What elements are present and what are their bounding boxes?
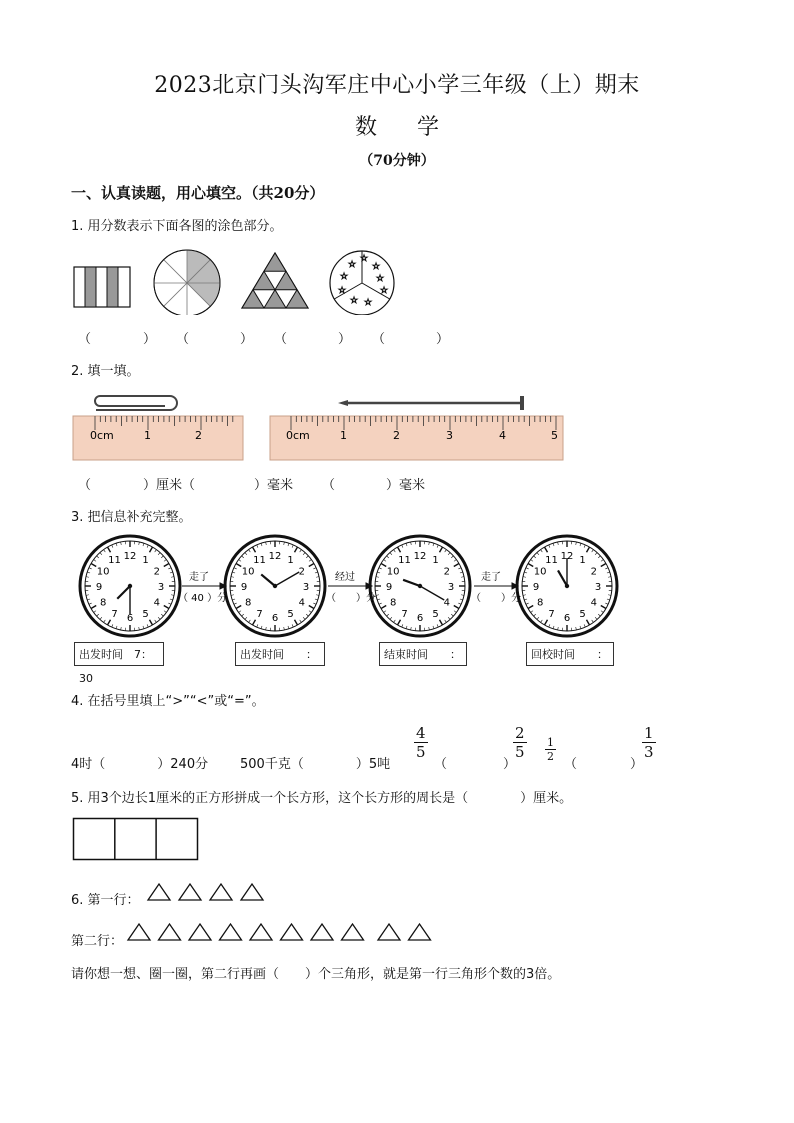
triangle-icon xyxy=(189,924,211,940)
q4-paren-3-close: ） xyxy=(503,757,517,772)
q5-text: 5. 用3个边长1厘米的正方形拼成一个长方形，这个长方形的周长是（ ）厘米。 xyxy=(71,791,573,806)
duration: （70分钟） xyxy=(359,153,435,169)
clock-numeral: 5 xyxy=(287,608,294,620)
subject-title xyxy=(0,110,794,141)
svg-text:☆: ☆ xyxy=(375,274,385,284)
arrow1-label: 走了 xyxy=(189,572,209,583)
sector-circle-figure xyxy=(154,250,220,315)
q2-ans-1: （ xyxy=(78,478,92,493)
triangle-icon xyxy=(409,924,431,940)
clock-numeral: 9 xyxy=(95,582,103,593)
time-box-2: 出发时间 ： xyxy=(235,642,325,666)
clock-icon xyxy=(370,536,470,636)
clock-numeral: 7 xyxy=(548,608,555,620)
clock-numeral: 2 xyxy=(298,566,306,578)
q1-figures xyxy=(70,245,410,315)
page-title: 2023北京门头沟军庄中心小学三年级（上）期末 xyxy=(154,73,640,98)
fraction-2-5: $\frac{2}{5}$ xyxy=(515,724,525,761)
arrow-2 xyxy=(328,583,372,589)
time-box-1: 出发时间 7：30 xyxy=(74,642,164,666)
ruler2-label-5: 5 xyxy=(551,429,558,442)
clock-numeral: 2 xyxy=(590,566,598,578)
star-circle-figure xyxy=(330,251,394,315)
clock-numeral: 6 xyxy=(271,613,279,624)
q6-row1-triangles xyxy=(146,880,276,904)
q2-rulers xyxy=(70,388,570,463)
svg-text:☆: ☆ xyxy=(347,260,357,270)
svg-text:☆: ☆ xyxy=(379,286,389,296)
q2-ans-2: ）厘米（ xyxy=(143,478,196,493)
q1-blank-2-open: （ xyxy=(176,332,190,347)
clock-numeral: 11 xyxy=(253,555,266,567)
q2-ans-3: ）毫米 xyxy=(254,478,294,493)
ruler2-label-0: 0cm xyxy=(286,429,310,442)
clock-numeral: 8 xyxy=(389,597,397,609)
clock-numeral: 11 xyxy=(545,555,558,567)
time-box-3: 结束时间 ： xyxy=(379,642,467,666)
subject-char-2: 学 xyxy=(417,115,440,140)
arrow-3 xyxy=(474,583,518,589)
svg-text:☆: ☆ xyxy=(371,262,381,272)
clock-icon xyxy=(225,536,325,636)
strip-rectangle-figure xyxy=(74,267,130,307)
paperclip-icon xyxy=(95,396,177,410)
triangle-icon xyxy=(220,924,242,940)
clock-numeral: 8 xyxy=(99,597,107,609)
fraction-4-5: $\frac{4}{5}$ xyxy=(416,724,426,761)
triangle-figure xyxy=(242,253,308,308)
clock-numeral: 2 xyxy=(443,566,451,578)
clock-numeral: 9 xyxy=(240,582,248,593)
q1-text: 1. 用分数表示下面各图的涂色部分。 xyxy=(71,219,283,234)
clock-numeral: 7 xyxy=(111,608,118,620)
clock-icon xyxy=(517,536,617,636)
clock-numeral: 5 xyxy=(432,608,439,620)
clock-numeral: 8 xyxy=(536,597,544,609)
q3-clocks xyxy=(70,533,630,643)
arrow1-value: （ 40 ）分 xyxy=(178,593,228,604)
clock-numeral: 11 xyxy=(108,555,121,567)
triangle-icon xyxy=(311,924,333,940)
ruler2-label-3: 3 xyxy=(446,429,453,442)
clock-numeral: 3 xyxy=(157,582,165,593)
clock-numeral: 10 xyxy=(386,566,400,578)
clock-numeral: 6 xyxy=(126,613,134,624)
clock-numeral: 9 xyxy=(385,582,393,593)
q3-text: 3. 把信息补充完整。 xyxy=(71,510,192,525)
ruler1-label-2: 2 xyxy=(195,429,202,442)
q1-blank-1-close: ） xyxy=(143,332,157,347)
svg-text:☆: ☆ xyxy=(337,286,347,296)
clock-numeral: 5 xyxy=(579,608,586,620)
clock-numeral: 5 xyxy=(142,608,149,620)
clock-numeral: 9 xyxy=(532,582,540,593)
q4-paren-4-close: ） xyxy=(630,757,644,772)
clock-numeral: 10 xyxy=(533,566,547,578)
clock-numeral: 10 xyxy=(96,566,110,578)
svg-text:☆: ☆ xyxy=(359,254,369,264)
clock-numeral: 12 xyxy=(413,551,427,562)
q1-blank-3-close: ） xyxy=(338,332,352,347)
subject-char-1: 数 xyxy=(354,115,377,140)
three-squares-figure xyxy=(72,817,202,863)
clock-numeral: 4 xyxy=(443,597,451,609)
triangle-icon xyxy=(241,884,263,900)
triangle-icon xyxy=(378,924,400,940)
triangle-icon xyxy=(159,924,181,940)
q2-ans-4: （ xyxy=(322,478,336,493)
q6-line1-label: 6. 第一行： xyxy=(71,893,140,908)
q4-item-1: 4时（ ）240分 xyxy=(71,757,209,772)
clock-numeral: 12 xyxy=(268,551,282,562)
clock-numeral: 7 xyxy=(401,608,408,620)
fraction-1-3: $\frac{1}{3}$ xyxy=(644,724,654,761)
q4-item-2: 500千克（ ）5吨 xyxy=(240,757,391,772)
triangle-icon xyxy=(179,884,201,900)
arrow-1 xyxy=(182,583,226,589)
q6-line2-label: 第二行： xyxy=(71,934,124,949)
triangle-icon xyxy=(342,924,364,940)
clock-numeral: 11 xyxy=(398,555,411,567)
ruler1-label-1: 1 xyxy=(144,429,151,442)
clock-numeral: 4 xyxy=(298,597,306,609)
svg-text:☆: ☆ xyxy=(363,298,373,308)
clock-numeral: 6 xyxy=(416,613,424,624)
q2-ans-5: ）毫米 xyxy=(386,478,426,493)
clock-numeral: 7 xyxy=(256,608,263,620)
triangle-icon xyxy=(281,924,303,940)
clock-numeral: 3 xyxy=(594,582,602,593)
q6-prompt: 请你想一想、圈一圈，第二行再画（ ）个三角形，就是第一行三角形个数的3倍。 xyxy=(71,967,561,982)
ruler-2 xyxy=(270,416,563,460)
clock-numeral: 1 xyxy=(142,555,149,567)
ruler2-label-2: 2 xyxy=(393,429,400,442)
q6-row2-triangles xyxy=(126,920,438,944)
clock-numeral: 12 xyxy=(560,551,574,562)
clock-numeral: 1 xyxy=(287,555,294,567)
q4-paren-3-open: （ xyxy=(434,757,448,772)
ruler2-label-1: 1 xyxy=(340,429,347,442)
q1-blank-3-open: （ xyxy=(274,332,288,347)
fraction-1-2: $\frac{1}{2}$ xyxy=(547,736,554,763)
clock-numeral: 4 xyxy=(590,597,598,609)
q4-paren-4-open: （ xyxy=(564,757,578,772)
svg-text:☆: ☆ xyxy=(349,296,359,306)
clock-numeral: 3 xyxy=(302,582,310,593)
triangle-icon xyxy=(148,884,170,900)
q1-blank-4-open: （ xyxy=(372,332,386,347)
ruler2-label-4: 4 xyxy=(499,429,506,442)
ruler1-label-0: 0cm xyxy=(90,429,114,442)
section-heading: 一、认真读题，用心填空。（共20分） xyxy=(71,184,325,202)
clock-numeral: 10 xyxy=(241,566,255,578)
svg-text:☆: ☆ xyxy=(339,272,349,282)
clock-numeral: 3 xyxy=(447,582,455,593)
triangle-icon xyxy=(250,924,272,940)
clock-numeral: 1 xyxy=(579,555,586,567)
q4-text: 4. 在括号里填上“>”“<”或“=”。 xyxy=(71,694,265,709)
arrow3-label: 走了 xyxy=(481,572,501,583)
q1-blank-2-close: ） xyxy=(240,332,254,347)
triangle-icon xyxy=(210,884,232,900)
clock-numeral: 12 xyxy=(123,551,137,562)
q1-blank-1-open: （ xyxy=(78,332,92,347)
clock-numeral: 2 xyxy=(153,566,161,578)
q2-text: 2. 填一填。 xyxy=(71,364,140,379)
arrow3-value: （ ）分 xyxy=(471,593,521,604)
clock-icon xyxy=(80,536,180,636)
arrow2-label: 经过 xyxy=(335,572,355,583)
nail-icon xyxy=(338,396,524,410)
clock-numeral: 8 xyxy=(244,597,252,609)
clock-numeral: 6 xyxy=(563,613,571,624)
triangle-icon xyxy=(128,924,150,940)
arrow2-value: （ ）分 xyxy=(326,593,376,604)
clock-numeral: 1 xyxy=(432,555,439,567)
clock-numeral: 4 xyxy=(153,597,161,609)
time-box-4: 回校时间 ： xyxy=(526,642,614,666)
q1-blank-4-close: ） xyxy=(436,332,450,347)
